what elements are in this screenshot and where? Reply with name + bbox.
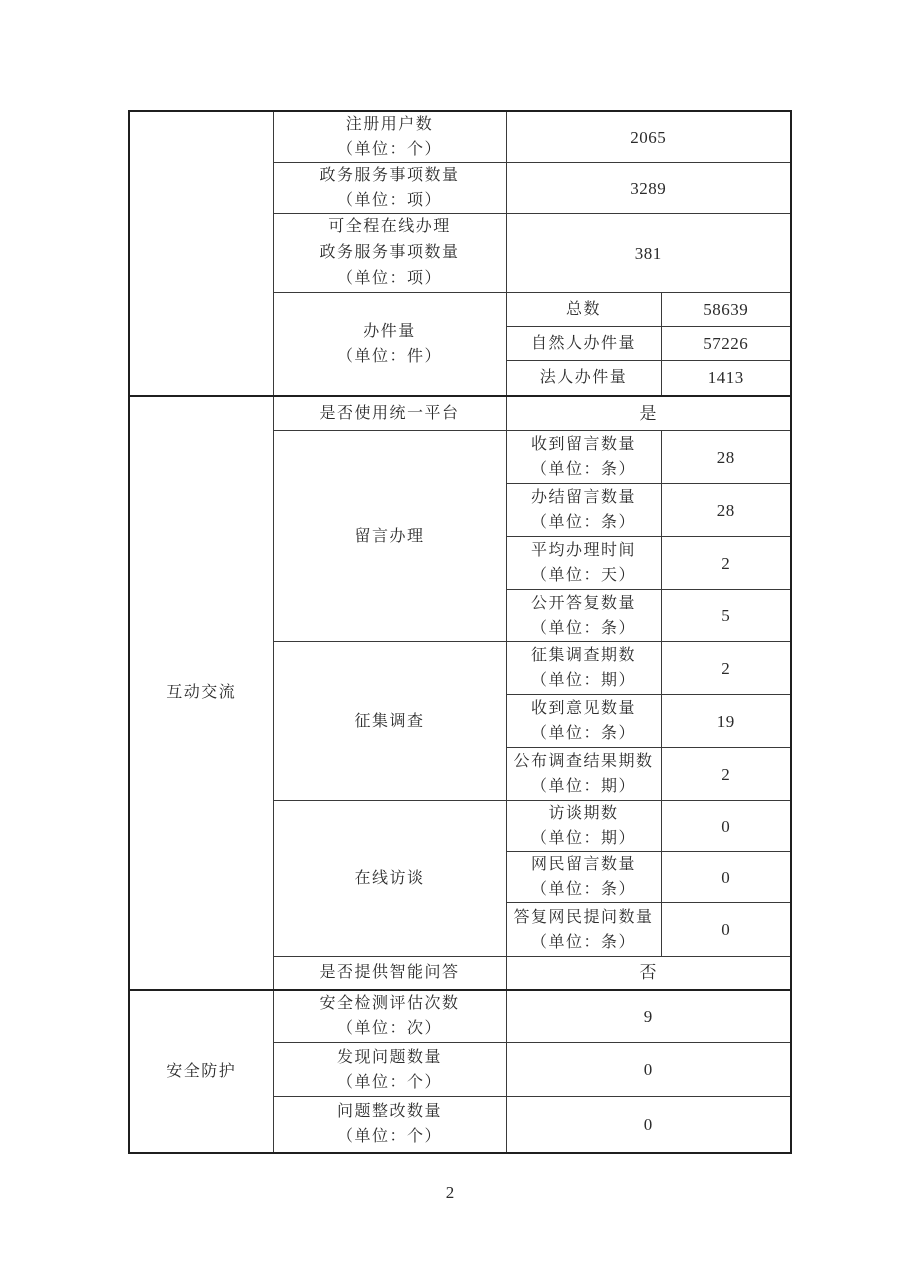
registered-users-value: 2065 — [506, 111, 791, 163]
metric-unit: （单位：个） — [336, 1073, 442, 1091]
metric-name: 收到留言数量 — [530, 436, 636, 453]
metric-unit: （单位：次） — [336, 1020, 442, 1038]
interview-periods-value: 0 — [661, 801, 791, 852]
avg-processing-time-label-cell — [506, 537, 661, 590]
public-replies-value: 5 — [661, 590, 791, 642]
legal-person-cases-value: 1413 — [661, 361, 791, 396]
survey-results-label-cell — [506, 748, 661, 801]
metric-unit: （单位：个） — [336, 141, 442, 158]
online-service-items-value: 381 — [506, 214, 791, 293]
group-unit: （单位：件） — [336, 347, 442, 365]
interview-periods-label-cell — [506, 801, 661, 852]
metric-unit: （单位：期） — [530, 778, 636, 795]
registered-users-label-cell — [273, 111, 506, 163]
legal-person-cases-label: 法人办件量 — [506, 361, 661, 396]
metric-name: 征集调查期数 — [530, 647, 636, 664]
metric-unit: （单位：项） — [336, 270, 442, 287]
metric-unit: （单位：条） — [530, 461, 636, 478]
smart-qa-value: 否 — [506, 957, 791, 990]
metric-unit: （单位：条） — [530, 619, 636, 637]
avg-processing-time-value: 2 — [661, 537, 791, 590]
section3-category-cell: 安全防护 — [129, 990, 273, 1153]
metric-name: 注册用户数 — [345, 116, 434, 133]
opinions-received-value: 19 — [661, 695, 791, 748]
metric-unit: （单位：条） — [530, 881, 636, 898]
messages-completed-label-cell — [506, 484, 661, 537]
case-total-label: 总数 — [506, 293, 661, 327]
unified-platform-label: 是否使用统一平台 — [273, 396, 506, 431]
section2-category-cell: 互动交流 — [129, 396, 273, 990]
security-assessments-value: 9 — [506, 990, 791, 1043]
natural-person-cases-value: 57226 — [661, 327, 791, 361]
smart-qa-label: 是否提供智能问答 — [273, 957, 506, 990]
online-service-items-label-cell — [273, 214, 506, 293]
natural-person-cases-label: 自然人办件量 — [506, 327, 661, 361]
messages-received-value: 28 — [661, 431, 791, 484]
metric-unit: （单位：项） — [336, 192, 442, 209]
metric-name: 安全检测评估次数 — [319, 995, 460, 1013]
interview-group-label: 在线访谈 — [273, 801, 506, 957]
metric-name: 网民留言数量 — [530, 856, 636, 873]
case-volume-group-label-cell — [273, 293, 506, 396]
metric-name: 政务服务事项数量 — [319, 244, 460, 261]
survey-results-value: 2 — [661, 748, 791, 801]
survey-periods-label-cell — [506, 642, 661, 695]
netizen-replies-label-cell — [506, 903, 661, 957]
messages-received-label-cell — [506, 431, 661, 484]
survey-periods-value: 2 — [661, 642, 791, 695]
opinions-received-label-cell — [506, 695, 661, 748]
metric-unit: （单位：条） — [530, 514, 636, 531]
netizen-replies-value: 0 — [661, 903, 791, 957]
gov-website-report-table — [128, 110, 792, 1154]
metric-unit: （单位：天） — [530, 567, 636, 584]
metric-unit: （单位：条） — [530, 933, 636, 951]
metric-unit: （单位：期） — [530, 830, 636, 847]
metric-name: 访谈期数 — [548, 805, 619, 822]
metric-unit: （单位：期） — [530, 672, 636, 689]
metric-name: 政务服务事项数量 — [319, 167, 460, 184]
problems-found-label-cell — [273, 1043, 506, 1097]
service-items-value: 3289 — [506, 163, 791, 214]
service-items-label-cell — [273, 163, 506, 214]
metric-name: 收到意见数量 — [530, 700, 636, 717]
metric-name: 答复网民提问数量 — [513, 908, 654, 926]
problems-found-value: 0 — [506, 1043, 791, 1097]
unified-platform-value: 是 — [506, 396, 791, 431]
problems-rectified-value: 0 — [506, 1097, 791, 1153]
group-name: 办件量 — [363, 322, 416, 340]
metric-name: 平均办理时间 — [530, 542, 636, 559]
metric-name: 可全程在线办理 — [328, 218, 451, 235]
message-handling-group-label: 留言办理 — [273, 431, 506, 642]
problems-rectified-label-cell — [273, 1097, 506, 1153]
security-assessments-label-cell — [273, 990, 506, 1043]
metric-name: 公布调查结果期数 — [513, 753, 654, 770]
survey-group-label: 征集调查 — [273, 642, 506, 801]
metric-unit: （单位：条） — [530, 725, 636, 742]
metric-name: 公开答复数量 — [530, 594, 636, 612]
case-total-value: 58639 — [661, 293, 791, 327]
metric-unit: （单位：个） — [336, 1128, 442, 1146]
netizen-messages-label-cell — [506, 852, 661, 903]
messages-completed-value: 28 — [661, 484, 791, 537]
metric-name: 办结留言数量 — [530, 489, 636, 506]
netizen-messages-value: 0 — [661, 852, 791, 903]
public-replies-label-cell — [506, 590, 661, 642]
metric-name: 发现问题数量 — [336, 1048, 442, 1066]
section1-category-cell — [129, 111, 273, 396]
page-number: 2 — [445, 1183, 455, 1202]
metric-name: 问题整改数量 — [336, 1103, 442, 1121]
